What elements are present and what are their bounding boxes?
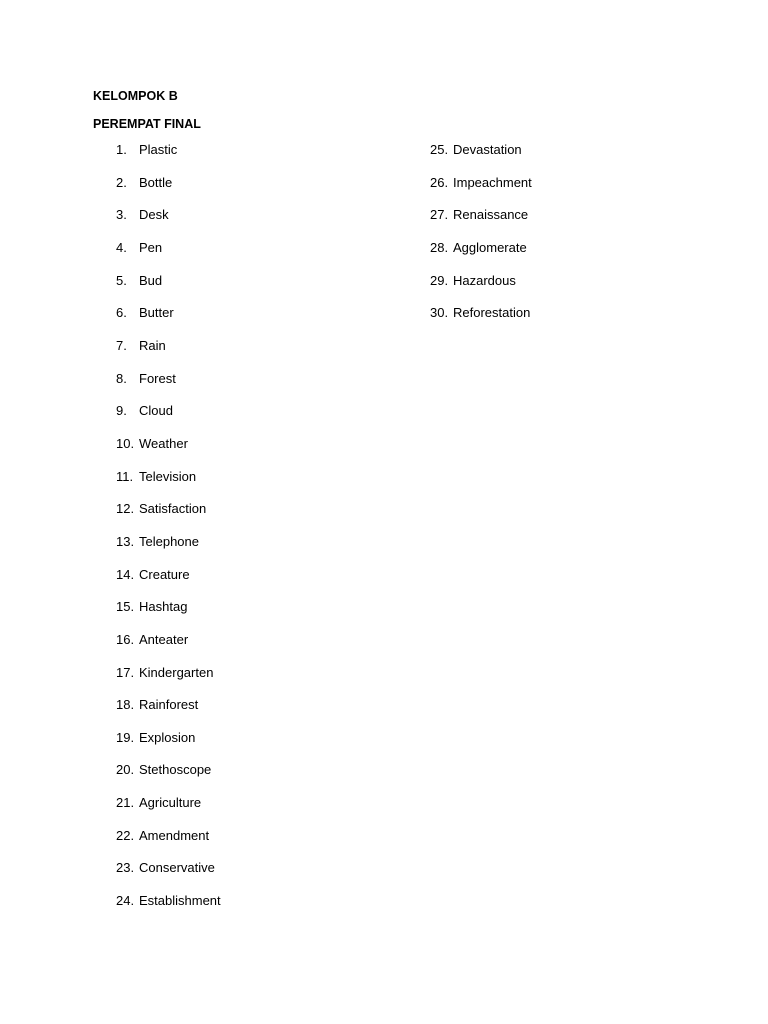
item-word: Reforestation — [453, 305, 531, 321]
item-word: Bottle — [139, 174, 173, 190]
item-word: Anteater — [139, 631, 189, 647]
item-number-text: 30. — [430, 305, 449, 321]
list-item — [93, 175, 393, 208]
item-word: Creature — [139, 566, 190, 582]
item-word: Impeachment — [453, 174, 532, 190]
list-item — [93, 273, 393, 306]
group-title: KELOMPOK B — [93, 89, 178, 103]
item-number — [407, 142, 448, 158]
item-word: Rainforest — [139, 697, 199, 713]
item-number — [93, 469, 134, 485]
item-number-text: 12. — [116, 501, 135, 517]
item-number-text: 17. — [116, 664, 135, 680]
list-item — [93, 697, 393, 730]
item-number — [93, 207, 134, 223]
item-word: Telephone — [139, 533, 199, 549]
list-item — [93, 632, 393, 665]
item-number-text: 1. — [116, 142, 127, 157]
item-number — [93, 828, 134, 844]
item-number-text: 19. — [116, 729, 135, 745]
list-item — [407, 305, 707, 338]
item-number-text: 10. — [116, 435, 135, 451]
round-title: PEREMPAT FINAL — [93, 117, 201, 131]
item-number — [93, 501, 134, 517]
item-word: Stethoscope — [139, 762, 212, 778]
item-number-text: 23. — [116, 860, 135, 876]
item-number — [93, 403, 134, 419]
item-number — [93, 305, 134, 321]
list-item — [93, 240, 393, 273]
item-number-text: 14. — [116, 566, 135, 582]
item-number-text: 25. — [430, 142, 449, 157]
item-number — [407, 175, 448, 191]
list-item — [93, 469, 393, 502]
list-item — [93, 305, 393, 338]
word-list-left — [93, 142, 393, 926]
item-number-text: 13. — [116, 533, 135, 549]
item-number-text: 3. — [116, 207, 127, 223]
item-number-text: 24. — [116, 893, 135, 909]
list-item — [93, 501, 393, 534]
list-item — [407, 240, 707, 273]
item-number-text: 7. — [116, 337, 127, 353]
list-item — [93, 730, 393, 763]
item-number — [93, 142, 134, 158]
item-word: Conservative — [139, 860, 215, 876]
list-item — [407, 142, 707, 175]
item-number-text: 4. — [116, 239, 127, 255]
item-number — [407, 240, 448, 256]
item-number — [93, 567, 134, 583]
item-number-text: 9. — [116, 403, 127, 419]
list-item — [93, 371, 393, 404]
item-number — [93, 893, 134, 909]
list-item — [93, 207, 393, 240]
item-number-text: 2. — [116, 174, 127, 190]
item-word: Satisfaction — [139, 501, 207, 517]
item-number-text: 21. — [116, 795, 135, 811]
item-number — [93, 240, 134, 256]
item-number — [93, 665, 134, 681]
list-item — [93, 665, 393, 698]
item-number — [93, 175, 134, 191]
item-word: Cloud — [139, 403, 173, 419]
list-item — [93, 762, 393, 795]
item-word: Devastation — [453, 142, 522, 157]
list-item — [407, 175, 707, 208]
item-word: Rain — [139, 337, 166, 353]
item-number — [93, 730, 134, 746]
item-number-text: 11. — [116, 468, 134, 484]
item-number — [407, 305, 448, 321]
item-number — [93, 273, 134, 289]
item-word: Hashtag — [139, 599, 188, 615]
item-number — [93, 436, 134, 452]
item-number-text: 28. — [430, 239, 449, 255]
item-word: Renaissance — [453, 207, 529, 223]
item-word: Explosion — [139, 729, 196, 745]
item-word: Bud — [139, 272, 163, 288]
list-item — [93, 436, 393, 469]
item-word: Agriculture — [139, 795, 202, 811]
item-number — [93, 632, 134, 648]
list-item — [93, 338, 393, 371]
item-number-text: 5. — [116, 272, 127, 288]
item-word: Amendment — [139, 827, 210, 843]
list-item — [93, 893, 393, 926]
item-word: Hazardous — [453, 272, 516, 288]
item-number-text: 29. — [430, 272, 449, 288]
list-item — [93, 860, 393, 893]
item-word: Desk — [139, 207, 169, 223]
item-word: Pen — [139, 239, 163, 255]
list-item — [407, 273, 707, 306]
item-number — [93, 697, 134, 713]
list-item — [93, 534, 393, 567]
item-number — [93, 599, 134, 615]
item-word: Butter — [139, 305, 174, 321]
item-number-text: 6. — [116, 305, 127, 321]
item-word: Weather — [139, 435, 188, 451]
item-number-text: 27. — [430, 207, 449, 223]
list-item — [93, 567, 393, 600]
item-word: Television — [139, 468, 197, 484]
item-word: Forest — [139, 370, 176, 386]
item-number-text: 20. — [116, 762, 135, 778]
item-word: Plastic — [139, 142, 178, 157]
list-item — [93, 795, 393, 828]
list-item — [93, 142, 393, 175]
item-number — [407, 207, 448, 223]
item-number-text: 15. — [116, 599, 135, 615]
word-list-right — [407, 142, 707, 338]
item-word: Kindergarten — [139, 664, 214, 680]
list-item — [93, 828, 393, 861]
item-number — [93, 860, 134, 876]
list-item — [93, 599, 393, 632]
item-number — [407, 273, 448, 289]
item-number-text: 26. — [430, 174, 449, 190]
item-number-text: 18. — [116, 697, 135, 713]
item-number — [93, 338, 134, 354]
item-number — [93, 534, 134, 550]
list-item — [93, 403, 393, 436]
item-word: Agglomerate — [453, 239, 527, 255]
item-number — [93, 795, 134, 811]
item-word: Establishment — [139, 893, 221, 909]
item-number — [93, 371, 134, 387]
item-number-text: 16. — [116, 631, 135, 647]
item-number-text: 8. — [116, 370, 127, 386]
item-number — [93, 762, 134, 778]
list-item — [407, 207, 707, 240]
item-number-text: 22. — [116, 827, 135, 843]
